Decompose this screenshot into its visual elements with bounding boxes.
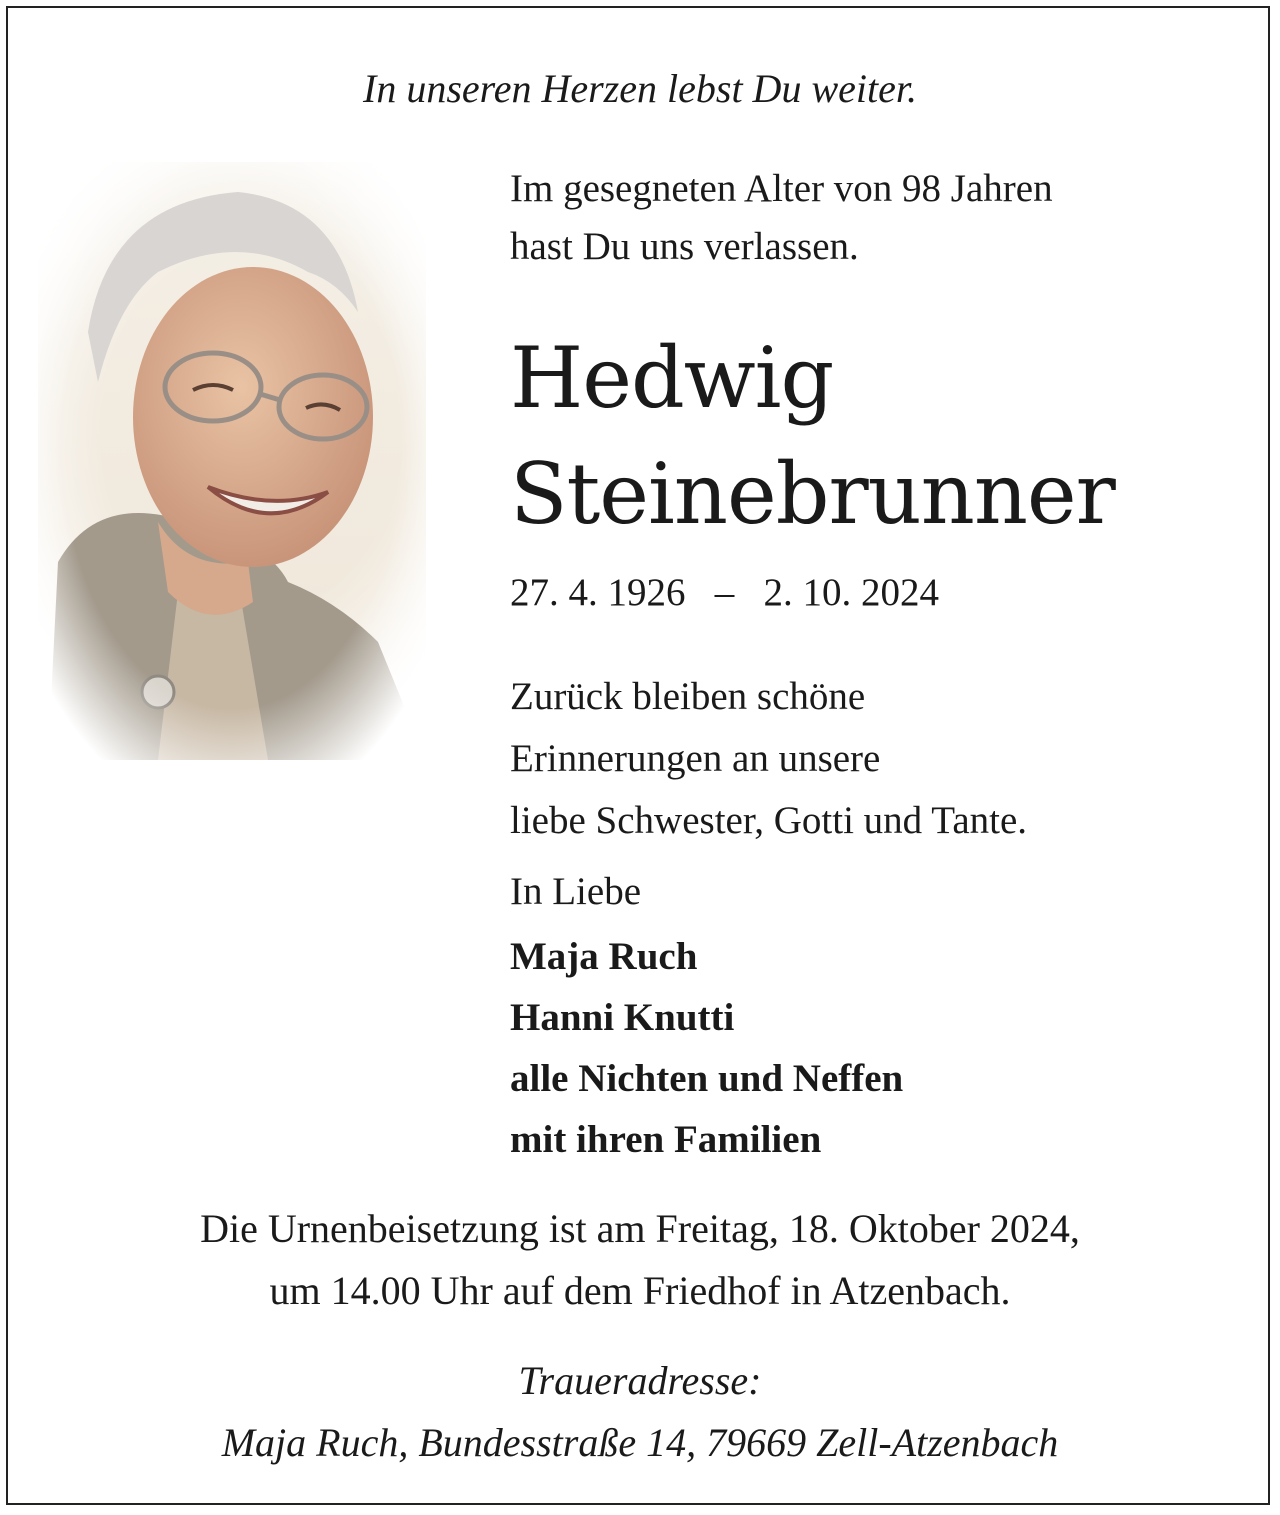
burial-line-1: Die Urnenbeisetzung ist am Freitag, 18. Oktober 2024, xyxy=(200,1206,1080,1251)
birth-date: 27. 4. 1926 xyxy=(510,571,686,614)
last-name: Steinebrunner xyxy=(510,445,1115,543)
intro-line-2: hast Du uns verlassen. xyxy=(510,225,859,268)
date-separator: – xyxy=(714,571,735,614)
address-text: Maja Ruch, Bundesstraße 14, 79669 Zell-Atzenbach xyxy=(221,1420,1059,1465)
motto: In unseren Herzen lebst Du weiter. xyxy=(363,66,917,111)
mourner: Maja Ruch xyxy=(510,935,698,978)
mourners-list xyxy=(510,926,1250,1170)
remembrance-line-2: Erinnerungen an unsere xyxy=(510,737,881,780)
mourner: mit ihren Familien xyxy=(510,1118,822,1161)
intro-text xyxy=(510,160,1250,276)
address-label: Traueradresse: xyxy=(518,1358,762,1403)
remembrance-line-3: liebe Schwester, Gotti und Tante. xyxy=(510,799,1028,842)
mourning-address xyxy=(0,1350,1280,1474)
life-dates xyxy=(510,568,1250,618)
remembrance-text xyxy=(510,666,1250,852)
death-date: 2. 10. 2024 xyxy=(763,571,939,614)
deceased-name xyxy=(510,320,1250,552)
remembrance-line-1: Zurück bleiben schöne xyxy=(510,675,866,718)
first-name: Hedwig xyxy=(510,329,834,427)
portrait-photo xyxy=(38,162,426,760)
intro-line-1: Im gesegneten Alter von 98 Jahren xyxy=(510,167,1053,210)
mourner: alle Nichten und Neffen xyxy=(510,1057,904,1100)
burial-line-2: um 14.00 Uhr auf dem Friedhof in Atzenbach. xyxy=(269,1268,1011,1313)
mourner: Hanni Knutti xyxy=(510,996,735,1039)
signoff: In Liebe xyxy=(510,870,642,913)
portrait-illustration xyxy=(38,162,426,760)
burial-notice xyxy=(0,1198,1280,1322)
